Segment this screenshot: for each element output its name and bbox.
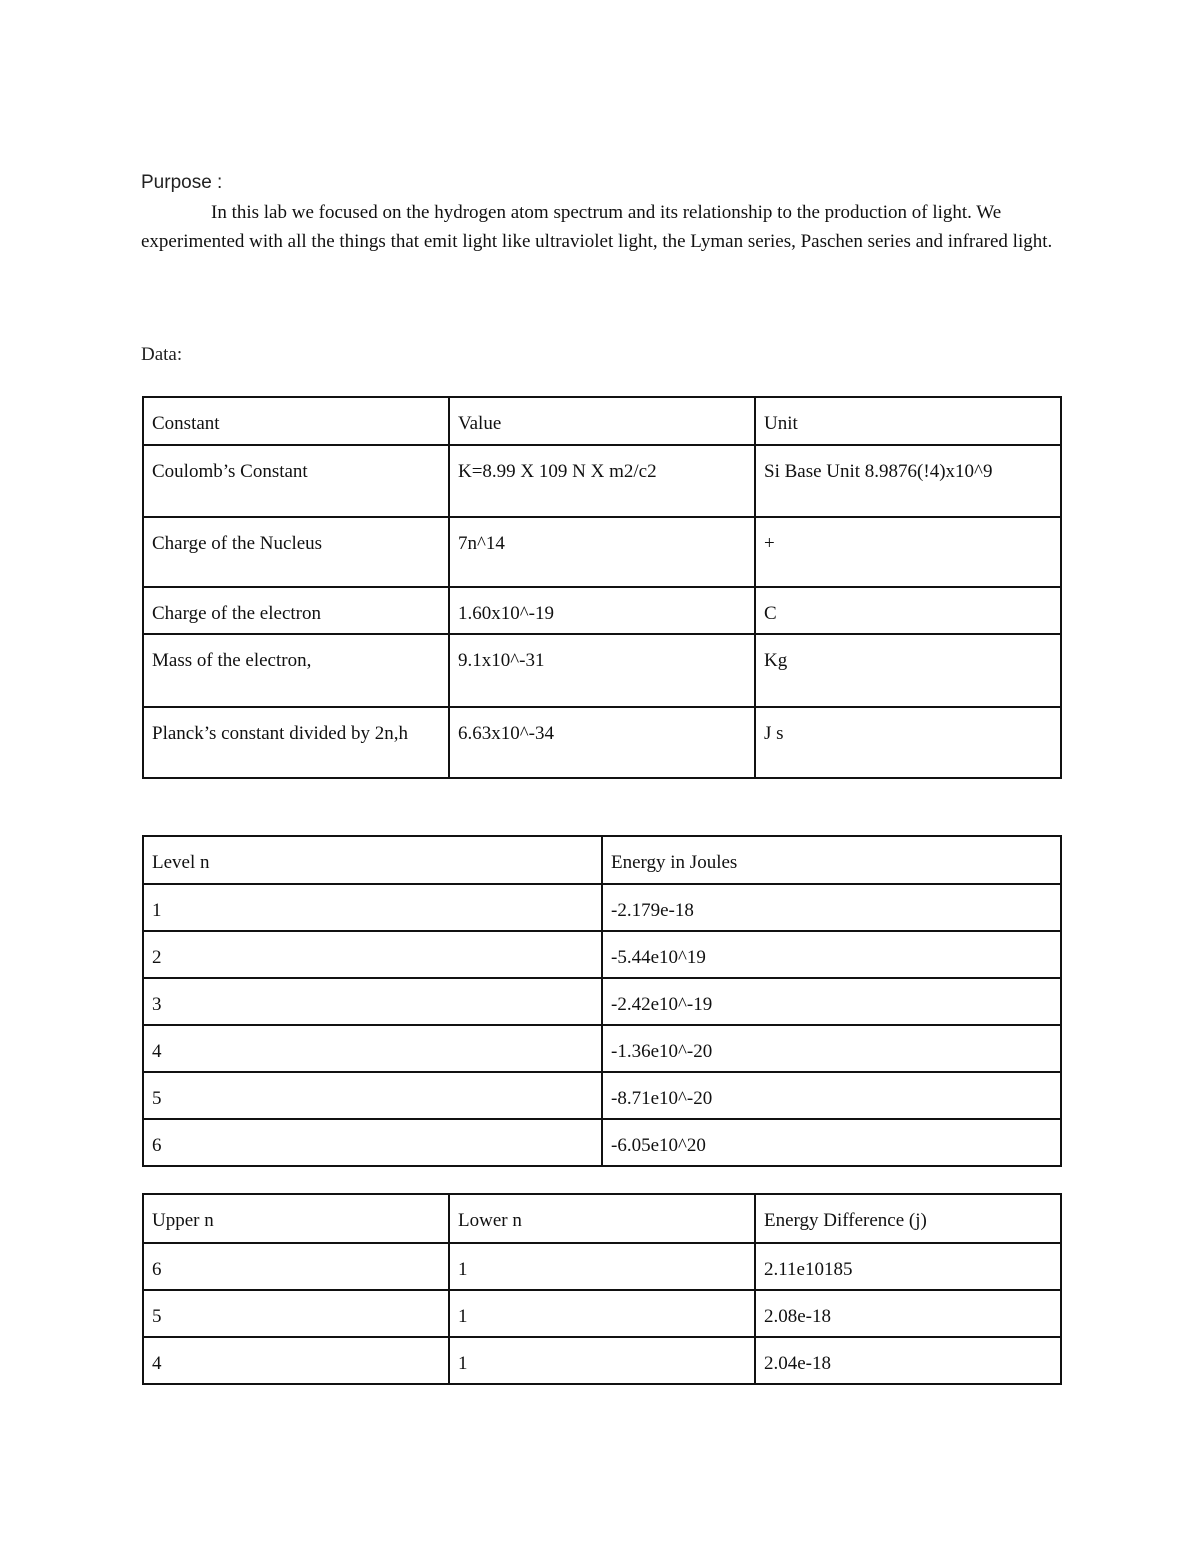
table-cell: 2.11e10185 <box>755 1243 1061 1290</box>
table-header-row <box>143 397 1061 445</box>
table-cell: 4 <box>143 1337 449 1384</box>
table-cell: 4 <box>143 1025 602 1072</box>
table-row <box>143 1072 1061 1119</box>
table-row <box>143 1243 1061 1290</box>
table-row <box>143 884 1061 931</box>
header-cell: Value <box>449 397 755 445</box>
header-cell: Energy Difference (j) <box>755 1194 1061 1243</box>
table-cell: Charge of the electron <box>143 587 449 634</box>
table-cell: -6.05e10^20 <box>602 1119 1061 1166</box>
table-cell: 2.08e-18 <box>755 1290 1061 1337</box>
table-cell: 1 <box>449 1243 755 1290</box>
table-header-row <box>143 836 1061 884</box>
table-cell: 3 <box>143 978 602 1025</box>
table-cell: -8.71e10^-20 <box>602 1072 1061 1119</box>
table-cell: Si Base Unit 8.9876(!4)x10^9 <box>755 445 1061 517</box>
header-cell: Upper n <box>143 1194 449 1243</box>
table-cell: 1.60x10^-19 <box>449 587 755 634</box>
table-cell: -5.44e10^19 <box>602 931 1061 978</box>
purpose-text: In this lab we focused on the hydrogen atom spectrum and its relationship to the production of light. We experimented with all the things that emit light like ultraviolet light, the Lyman series, Paschen series and infrared light. <box>141 202 1053 252</box>
table-row <box>143 1337 1061 1384</box>
header-cell: Lower n <box>449 1194 755 1243</box>
table-row <box>143 587 1061 634</box>
table-cell: 2.04e-18 <box>755 1337 1061 1384</box>
header-cell: Level n <box>143 836 602 884</box>
table-cell: 5 <box>143 1290 449 1337</box>
table-cell: Planck’s constant divided by 2n,h <box>143 707 449 778</box>
energy-difference-table <box>142 1193 1062 1385</box>
header-cell: Constant <box>143 397 449 445</box>
table-cell: 1 <box>143 884 602 931</box>
table-cell: 9.1x10^-31 <box>449 634 755 707</box>
table-cell: Mass of the electron, <box>143 634 449 707</box>
table-row <box>143 634 1061 707</box>
purpose-paragraph <box>141 199 1061 256</box>
table-cell: -2.179e-18 <box>602 884 1061 931</box>
data-heading: Data: <box>141 344 183 365</box>
table-cell: + <box>755 517 1061 587</box>
table-row <box>143 1290 1061 1337</box>
constants-table <box>142 396 1062 779</box>
table-cell: -1.36e10^-20 <box>602 1025 1061 1072</box>
table-cell: 6 <box>143 1119 602 1166</box>
purpose-heading: Purpose : <box>141 172 223 193</box>
energy-levels-table <box>142 835 1062 1167</box>
table-cell: 6 <box>143 1243 449 1290</box>
table-cell: 5 <box>143 1072 602 1119</box>
header-cell: Energy in Joules <box>602 836 1061 884</box>
table-cell: 7n^14 <box>449 517 755 587</box>
table-cell: 1 <box>449 1337 755 1384</box>
table-header-row <box>143 1194 1061 1243</box>
table-cell: 1 <box>449 1290 755 1337</box>
table-cell: J s <box>755 707 1061 778</box>
header-cell: Unit <box>755 397 1061 445</box>
table-row <box>143 1025 1061 1072</box>
table-cell: Coulomb’s Constant <box>143 445 449 517</box>
table-cell: -2.42e10^-19 <box>602 978 1061 1025</box>
table-row <box>143 978 1061 1025</box>
table-cell: Kg <box>755 634 1061 707</box>
table-row <box>143 1119 1061 1166</box>
table-cell: C <box>755 587 1061 634</box>
table-cell: Charge of the Nucleus <box>143 517 449 587</box>
table-cell: 2 <box>143 931 602 978</box>
table-row <box>143 517 1061 587</box>
table-cell: K=8.99 X 109 N X m2/c2 <box>449 445 755 517</box>
table-cell: 6.63x10^-34 <box>449 707 755 778</box>
table-row <box>143 931 1061 978</box>
table-row <box>143 445 1061 517</box>
table-row <box>143 707 1061 778</box>
